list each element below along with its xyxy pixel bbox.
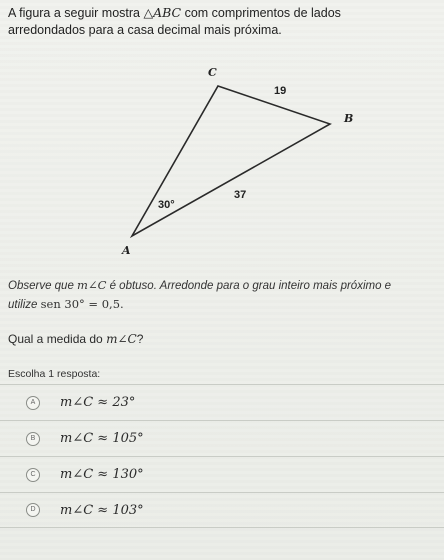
- question-text-end: é obtuso. Arredonde para o grau inteiro mais próximo e: [106, 280, 392, 292]
- question-prompt: [8, 332, 143, 346]
- prompt-angle-c: m∠C: [106, 332, 137, 346]
- option-c-radio-icon[interactable]: C: [26, 468, 40, 482]
- sine-function: sen: [40, 297, 61, 311]
- side-cb-length: 19: [274, 85, 287, 97]
- problem-statement: [8, 4, 428, 39]
- option-a-text: m∠C ≈ 23°: [60, 395, 136, 410]
- question-text-start: Observe que: [8, 280, 78, 292]
- option-b-text: m∠C ≈ 105°: [60, 431, 144, 446]
- intro-text-start: A figura a seguir mostra: [8, 6, 144, 20]
- vertex-c-label: C: [208, 66, 217, 79]
- option-b-radio-icon[interactable]: B: [26, 432, 40, 446]
- option-c[interactable]: [0, 456, 444, 492]
- option-a-radio-icon[interactable]: A: [26, 396, 40, 410]
- angle-c-expression: m∠C: [77, 278, 107, 292]
- vertex-a-label: A: [122, 244, 131, 257]
- sine-value: 30° = 0,5.: [60, 297, 124, 311]
- option-d[interactable]: [0, 492, 444, 528]
- question-line2-start: utilize: [8, 299, 41, 311]
- vertex-b-label: B: [344, 112, 354, 125]
- triangle-figure: [100, 60, 370, 260]
- triangle-name: ABC: [153, 5, 182, 20]
- answer-hint: Escolha 1 resposta:: [8, 368, 101, 380]
- angle-a-measure: 30°: [158, 199, 175, 211]
- prompt-text-start: Qual a medida do: [8, 332, 107, 346]
- option-a[interactable]: [0, 384, 444, 420]
- intro-text-line2: arredondados para a casa decimal mais próxima.: [8, 23, 282, 37]
- intro-text-end: com comprimentos de lados: [181, 6, 341, 20]
- side-ab-length: 37: [234, 189, 247, 201]
- answer-options: [0, 384, 444, 528]
- option-b[interactable]: [0, 420, 444, 456]
- option-c-text: m∠C ≈ 130°: [60, 467, 144, 482]
- option-d-text: m∠C ≈ 103°: [60, 502, 144, 518]
- option-d-radio-icon[interactable]: D: [26, 503, 40, 517]
- prompt-text-end: ?: [136, 332, 144, 346]
- question-instructions: [8, 276, 438, 314]
- triangle-shape: [132, 86, 330, 236]
- triangle-symbol: △: [143, 5, 154, 20]
